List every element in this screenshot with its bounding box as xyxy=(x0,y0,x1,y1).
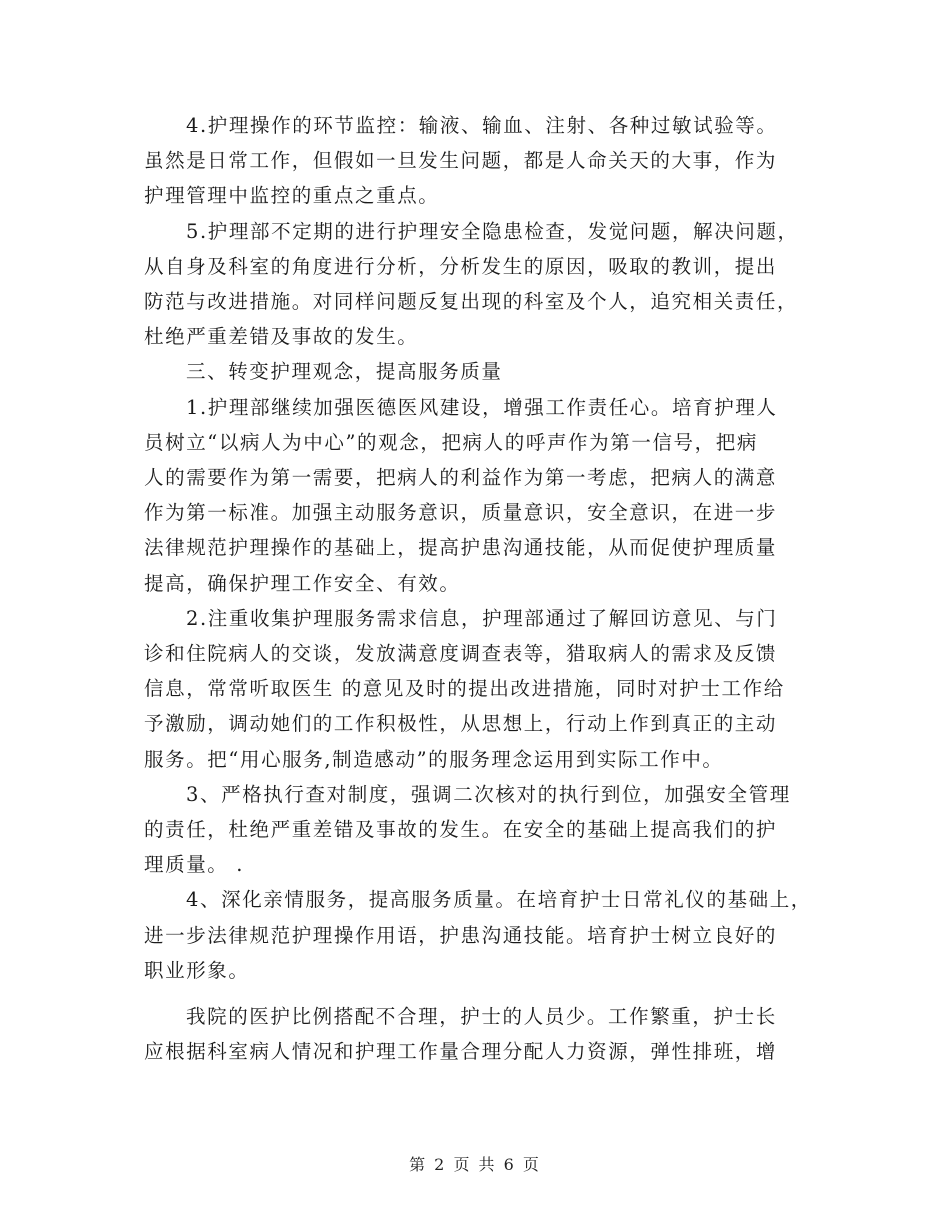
heading-line: 三、转变护理观念，提高服务质量 xyxy=(186,360,503,384)
page-number-footer: 第 2 页 共 6 页 xyxy=(409,1155,541,1174)
text-line: 职业形象。 xyxy=(144,958,250,982)
text-line: 我院的医护比例搭配不合理，护士的人员少。工作繁重，护士长 xyxy=(186,1005,777,1029)
text-line: 诊和住院病人的交谈，发放满意度调查表等，猎取病人的需求及反馈 xyxy=(144,642,778,666)
text-line: 提高，确保护理工作安全、有效。 xyxy=(144,571,461,595)
text-line: 人的需要作为第一需要，把病人的利益作为第一考虑，把病人的满意 xyxy=(144,466,778,490)
text-line: 信息，常常听取医生 的意见及时的提出改进措施，同时对护士工作给 xyxy=(144,677,785,701)
text-line: 虽然是日常工作，但假如一旦发生问题，都是人命关天的大事，作为 xyxy=(144,149,778,173)
paragraph-verification-system xyxy=(144,777,804,883)
paragraph-nursing-monitoring xyxy=(144,108,804,214)
document-body xyxy=(144,108,812,1069)
text-line: 予激励，调动她们的工作积极性，从思想上，行动上作到真正的主动 xyxy=(144,712,778,736)
text-line: 法律规范护理操作的基础上，提高护患沟通技能，从而促使护理质量 xyxy=(144,536,778,560)
section-heading xyxy=(144,354,804,389)
text-line: 1.护理部继续加强医德医风建设，增强工作责任心。培育护理人 xyxy=(186,395,778,419)
paragraph-staffing-ratio xyxy=(144,999,804,1069)
text-line: 5.护理部不定期的进行护理安全隐患检查，发觉问题，解决问题， xyxy=(186,219,799,243)
text-line: 进一步法律规范护理操作用语，护患沟通技能。培育护士树立良好的 xyxy=(144,923,778,947)
text-line: 护理管理中监控的重点之重点。 xyxy=(144,184,440,208)
text-line: 员树立“以病人为中心”的观念，把病人的呼声作为第一信号，把病 xyxy=(144,430,758,454)
text-line: 应根据科室病人情况和护理工作量合理分配人力资源，弹性排班，增 xyxy=(144,1040,778,1064)
text-line: 3、严格执行查对制度，强调二次核对的执行到位，加强安全管理 xyxy=(186,782,791,806)
text-line: 的责任，杜绝严重差错及事故的发生。在安全的基础上提高我们的护 xyxy=(144,818,778,842)
text-line: 2.注重收集护理服务需求信息，护理部通过了解回访意见、与门 xyxy=(186,606,778,630)
paragraph-compassionate-service xyxy=(144,882,812,988)
text-line: 防范与改进措施。对同样问题反复出现的科室及个人，追究相关责任， xyxy=(144,290,799,314)
text-line: 4.护理操作的环节监控：输液、输血、注射、各种过敏试验等。 xyxy=(186,114,778,137)
text-line: 杜绝严重差错及事故的发生。 xyxy=(144,325,419,349)
text-line: 服务。把“用心服务,制造感动”的服务理念运用到实际工作中。 xyxy=(144,747,724,771)
text-line: 4、深化亲情服务，提高服务质量。在培育护士日常礼仪的基础上， xyxy=(186,888,812,912)
paragraph-safety-inspection xyxy=(144,214,804,355)
text-line: 从自身及科室的角度进行分析，分析发生的原因，吸取的教训，提出 xyxy=(144,254,778,278)
paragraph-service-feedback xyxy=(144,601,804,777)
paragraph-ethics-building xyxy=(144,390,804,601)
text-line: 作为第一标准。加强主动服务意识，质量意识，安全意识，在进一步 xyxy=(144,501,778,525)
text-line: 理质量。 . xyxy=(144,853,244,877)
